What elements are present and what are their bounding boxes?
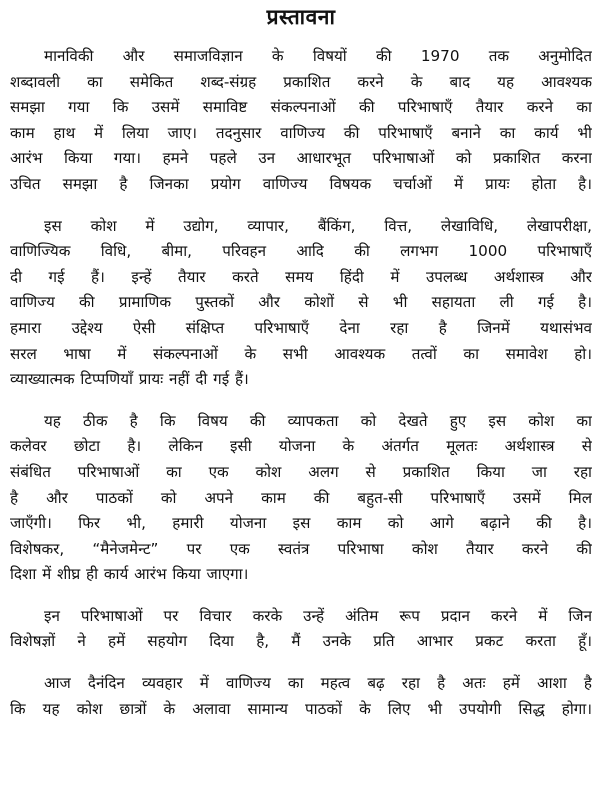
text-line: समझा गया कि उसमें समाविष्ट संकल्पनाओं की परिभाषाएँ तैयार करने का [10,98,592,117]
text-line: कलेवर छोटा है। लेकिन इसी योजना के अंतर्गत मूलतः अर्थशास्त्र से [10,437,592,456]
text-line: संबंधित परिभाषाओं का एक कोश अलग से प्रकाशित किया जा रहा [10,462,592,481]
text-line: विशेषकर, “मैनेजमेन्ट” पर एक स्वतंत्र परिभाषा कोश तैयार करने की [10,539,592,558]
text-line: आरंभ किया गया। हमने पहले उन आधारभूत परिभाषाओं को प्रकाशित करना [10,149,592,168]
text-line: विशेषज्ञों ने हमें सहयोग दिया है, मैं उनके प्रति आभार प्रकट करता हूँ। [10,632,592,651]
text-line: कि यह कोश छात्रों के अलावा सामान्य पाठकों के लिए भी उपयोगी सिद्ध होगा। [10,699,592,718]
text-line: इस कोश में उद्योग, व्यापार, बैंकिंग, वित्त, लेखाविधि, लेखापरीक्षा, [44,216,592,235]
text-line: हमारा उद्देश्य ऐसी संक्षिप्त परिभाषाएँ देना रहा है जिनमें यथासंभव [10,318,592,337]
text-line: शब्दावली का समेकित शब्द-संग्रह प्रकाशित करने के बाद यह आवश्यक [10,72,592,91]
text-line: इन परिभाषाओं पर विचार करके उन्हें अंतिम रूप प्रदान करने में जिन [44,606,592,625]
text-line: व्याख्यात्मक टिप्पणियाँ प्रायः नहीं दी गई हैं। [10,370,249,389]
paragraph-5 [10,671,592,722]
text-line: काम हाथ में लिया जाए। तदनुसार वाणिज्य की परिभाषाएँ बनाने का कार्य भी [10,123,592,142]
text-line: यह ठीक है कि विषय की व्यापकता को देखते हुए इस कोश का [44,411,592,430]
paragraph-4 [10,604,592,655]
paragraph-3 [10,409,592,588]
text-line: दिशा में शीघ्र ही कार्य आरंभ किया जाएगा। [10,565,249,584]
page-title: प्रस्तावना [266,5,336,29]
paragraph-2 [10,214,592,393]
text-line: उचित समझा है जिनका प्रयोग वाणिज्य विषयक चर्चाओं में प्रायः होता है। [10,174,592,193]
text-line: मानविकी और समाजविज्ञान के विषयों की 1970 तक अनुमोदित [44,47,592,65]
paragraph-1 [10,44,592,198]
text-line: है और पाठकों को अपने काम की बहुत-सी परिभाषाएँ उसमें मिल [10,488,592,507]
text-line: दी गई हैं। इन्हें तैयार करते समय हिंदी में उपलब्ध अर्थशास्त्र और [10,267,592,286]
text-line: जाएँगी। फिर भी, हमारी योजना इस काम को आगे बढ़ाने की है। [10,514,592,533]
text-line: वाणिज्य की प्रामाणिक पुस्तकों और कोशों से भी सहायता ली गई है। [10,293,592,312]
text-line: आज दैनंदिन व्यवहार में वाणिज्य का महत्व बढ़ रहा है अतः हमें आशा है [44,674,592,693]
text-line: सरल भाषा में संकल्पनाओं के सभी आवश्यक तत्वों का समावेश हो। [10,344,592,363]
text-line: वाणिज्यिक विधि, बीमा, परिवहन आदि की लगभग 1000 परिभाषाएँ [10,242,592,261]
